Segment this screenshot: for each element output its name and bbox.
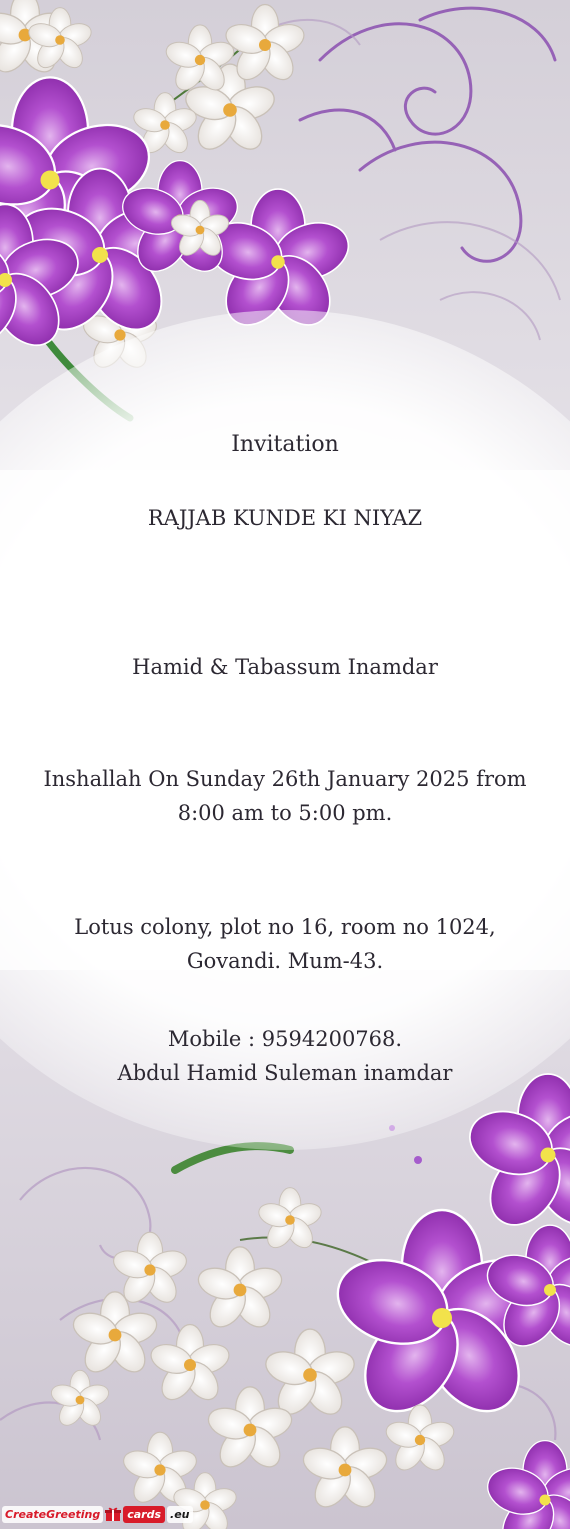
brand-logo-link[interactable] [2,1501,193,1527]
invitation-title: Invitation [231,432,339,457]
host-names: Hamid & Tabassum Inamdar [132,655,438,679]
brand-text-create: CreateGreeting [2,1506,103,1523]
event-name: RAJJAB KUNDE KI NIYAZ [147,506,423,530]
event-datetime: Inshallah On Sunday 26th January 2025 from 8:00 am to 5:00 pm. [43,767,527,825]
contact-name: Abdul Hamid Suleman inamdar [117,1061,453,1085]
brand-text-cards: cards [123,1506,165,1523]
event-address: Lotus colony, plot no 16, room no 1024, Govandi. Mum-43. [74,915,496,973]
brand-text-domain: .eu [167,1506,192,1523]
gift-icon [105,1506,121,1522]
contact-mobile: Mobile : 9594200768. [167,1027,403,1051]
